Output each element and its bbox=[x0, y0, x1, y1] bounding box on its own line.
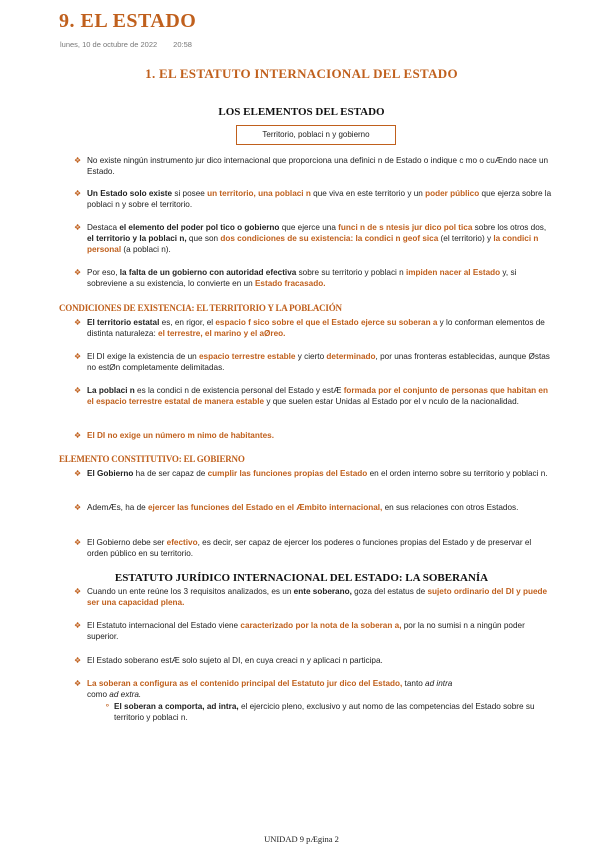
bullet-text: La soberan a configura as el contenido principal del Estatuto jur dico del Estado, tanto ad intra como ad extra. bbox=[87, 679, 453, 699]
page-title: 9. EL ESTADO bbox=[59, 10, 197, 32]
bullet-text: El Estado soberano estÆ solo sujeto al DI, en cuya creaci n y aplicaci n participa. bbox=[87, 656, 383, 665]
diamond-bullet-icon: ❖ bbox=[74, 386, 82, 395]
soberania-subbullet-1 bbox=[104, 701, 556, 723]
elementos-heading: LOS ELEMENTOS DEL ESTADO bbox=[218, 106, 385, 118]
bullet-text: Un Estado solo existe si posee un territorio, una poblaci n que viva en este territorio y un poder público que ejerza sobre la poblaci n y sobre el territorio. bbox=[87, 189, 552, 209]
soberania-bullet-1 bbox=[74, 586, 552, 608]
constitutivo-heading: ELEMENTO CONSTITUTIVO: EL GOBIERNO bbox=[59, 454, 245, 464]
bullet-text: El DI no exige un número m nimo de habitantes. bbox=[87, 431, 274, 440]
constitutivo-bullet-3 bbox=[74, 537, 552, 559]
diamond-bullet-icon: ❖ bbox=[74, 656, 82, 665]
diamond-bullet-icon: ❖ bbox=[74, 679, 82, 688]
diamond-bullet-icon: ❖ bbox=[74, 621, 82, 630]
bullet-text: AdemÆs, ha de ejercer las funciones del Estado en el Æmbito internacional, en sus relaciones con otros Estados. bbox=[87, 503, 519, 512]
bullet-text: El soberan a comporta, ad intra, el ejercicio pleno, exclusivo y aut nomo de las competencias del Estado sobre su territorio y poblaci n. bbox=[114, 702, 535, 722]
elementos-bullet-2 bbox=[74, 188, 552, 210]
condiciones-heading: CONDICIONES DE EXISTENCIA: EL TERRITORIO Y LA POBLACIÓN bbox=[59, 303, 342, 313]
elementos-box: Territorio, poblaci n y gobierno bbox=[236, 125, 396, 145]
time-text: 20:58 bbox=[173, 40, 192, 49]
condiciones-bullet-1 bbox=[74, 317, 552, 339]
condiciones-bullet-2 bbox=[74, 351, 552, 373]
diamond-bullet-icon: ❖ bbox=[74, 538, 82, 547]
bullet-text: Destaca el elemento del poder pol tico o gobierno que ejerce una funci n de s ntesis jur dico pol tica sobre los otros dos, el territorio y la poblaci n, que son dos condiciones de su existencia: la condici n geof sica (el territorio) y la condici n personal (a poblaci n). bbox=[87, 223, 547, 254]
bullet-text: La poblaci n es la condici n de existencia personal del Estado y estÆ formada por el conjunto de personas que habitan en el espacio terrestre estatal de manera estable y que suelen estar Unidas al Estado por el v nculo de la nacionalidad. bbox=[87, 386, 548, 406]
diamond-bullet-icon: ❖ bbox=[74, 352, 82, 361]
elementos-bullet-4 bbox=[74, 267, 552, 289]
diamond-bullet-icon: ❖ bbox=[74, 189, 82, 198]
soberania-bullet-4 bbox=[74, 678, 552, 700]
diamond-bullet-icon: ❖ bbox=[74, 156, 82, 165]
bullet-text: El Estatuto internacional del Estado viene caracterizado por la nota de la soberan a, por la no sumisi n a ningún poder superior. bbox=[87, 621, 525, 641]
soberania-bullet-2 bbox=[74, 620, 552, 642]
soberania-bullet-3 bbox=[74, 655, 552, 666]
soberania-heading: ESTATUTO JURÍDICO INTERNACIONAL DEL ESTADO: LA SOBERANÍA bbox=[114, 572, 489, 584]
elementos-bullet-1 bbox=[74, 155, 552, 177]
bullet-text: No existe ningún instrumento jur dico internacional que proporciona una definici n de Estado o indique c mo o cuÆndo nace un Estado. bbox=[87, 156, 549, 176]
diamond-bullet-icon: ❖ bbox=[74, 503, 82, 512]
bullet-text: El DI exige la existencia de un espacio terrestre estable y cierto determinado, por unas fronteras establecidas, aunque Østas no estØn completamente delimitadas. bbox=[87, 352, 550, 372]
elementos-bullet-3 bbox=[74, 222, 552, 255]
bullet-text: El Gobierno ha de ser capaz de cumplir las funciones propias del Estado en el orden interno sobre su territorio y poblaci n. bbox=[87, 469, 548, 478]
condiciones-bullet-4 bbox=[74, 430, 552, 441]
date-line bbox=[60, 40, 208, 49]
bullet-text: El Gobierno debe ser efectivo, es decir, ser capaz de ejercer los poderes o funciones propias del Estado y de preservar el orden público en su territorio. bbox=[87, 538, 532, 558]
diamond-bullet-icon: ❖ bbox=[74, 318, 82, 327]
diamond-bullet-icon: ❖ bbox=[74, 469, 82, 478]
page-footer: UNIDAD 9 pÆgina 2 bbox=[264, 834, 339, 844]
condiciones-bullet-3 bbox=[74, 385, 552, 407]
constitutivo-bullet-1 bbox=[74, 468, 552, 479]
diamond-bullet-icon: ❖ bbox=[74, 268, 82, 277]
bullet-text: Por eso, la falta de un gobierno con autoridad efectiva sobre su territorio y poblaci n impiden nacer al Estado y, si sobreviene a su existencia, lo convierte en un Estado fracasado. bbox=[87, 268, 517, 288]
diamond-bullet-icon: ❖ bbox=[74, 431, 82, 440]
bullet-text: Cuando un ente reúne los 3 requisitos analizados, es un ente soberano, goza del estatus de sujeto ordinario del DI y puede ser una capacidad plena. bbox=[87, 587, 548, 607]
diamond-bullet-icon: ❖ bbox=[74, 223, 82, 232]
constitutivo-bullet-2 bbox=[74, 502, 552, 513]
circle-bullet-icon: ⚬ bbox=[104, 701, 111, 710]
date-text: lunes, 10 de octubre de 2022 bbox=[60, 40, 158, 49]
section-title: 1. EL ESTATUTO INTERNACIONAL DEL ESTADO bbox=[145, 66, 458, 81]
bullet-text: El territorio estatal es, en rigor, el espacio f sico sobre el que el Estado ejerce su soberan a y lo conforman elementos de distinta naturaleza: el terrestre, el marino y el aØreo. bbox=[87, 318, 545, 338]
diamond-bullet-icon: ❖ bbox=[74, 587, 82, 596]
